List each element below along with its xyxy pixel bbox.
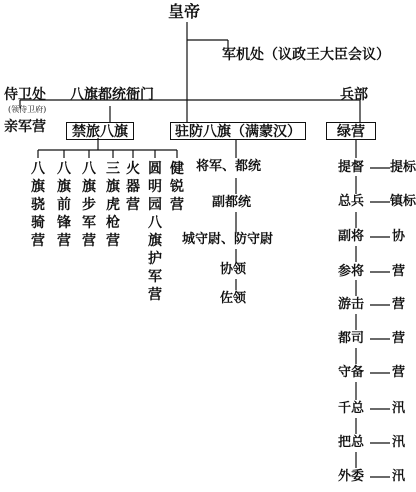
bingbu-node: 兵部 xyxy=(340,87,368,103)
lvying-unit-4: 营 xyxy=(392,264,406,279)
lvying-rank-4: 参将 xyxy=(338,264,365,279)
lvying-rank-1: 提督 xyxy=(338,160,365,175)
lvying-rank-10: 外委 xyxy=(338,469,365,484)
lvying-rank-8: 千总 xyxy=(338,401,365,416)
lvying-unit-7: 营 xyxy=(392,365,406,380)
shiwei-node: 侍卫处 xyxy=(4,87,46,103)
baqi-dutong-node: 八旗都统衙门 xyxy=(70,87,154,103)
lvying-unit-3: 协 xyxy=(392,229,406,244)
lvying-unit-2: 镇标 xyxy=(390,194,416,209)
zhufang-rank-1: 将军、都统 xyxy=(196,159,262,174)
zhufang-box: 驻防八旗（满蒙汉） xyxy=(170,122,306,140)
lvying-unit-9: 汛 xyxy=(392,435,406,450)
root-node: 皇帝 xyxy=(168,2,201,21)
lvying-box: 绿营 xyxy=(326,122,376,140)
lvying-rank-7: 守备 xyxy=(338,365,365,380)
lvying-rank-3: 副将 xyxy=(338,229,365,244)
lvying-unit-10: 汛 xyxy=(392,469,406,484)
zhufang-rank-2: 副都统 xyxy=(212,195,252,210)
junjichu-node: 军机处（议政王大臣会议） xyxy=(222,47,390,63)
jinlv-unit-1: 八旗骁骑营 xyxy=(31,161,45,249)
jinlv-unit-7: 健锐营 xyxy=(170,161,184,213)
lvying-unit-1: 提标 xyxy=(390,160,416,175)
jinlv-unit-3: 八旗步军营 xyxy=(82,161,96,249)
jinlv-unit-4: 三旗虎枪营 xyxy=(106,161,120,249)
lvying-unit-8: 汛 xyxy=(392,401,406,416)
lvying-unit-5: 营 xyxy=(392,297,406,312)
jinlv-unit-6: 圆明园八旗护军营 xyxy=(148,161,162,303)
jinlv-box: 禁旅八旗 xyxy=(66,122,134,140)
lvying-unit-6: 营 xyxy=(392,331,406,346)
qinjun-node: 亲军营 xyxy=(4,119,46,135)
jinlv-unit-2: 八旗前锋营 xyxy=(57,161,71,249)
lvying-rank-9: 把总 xyxy=(338,435,365,450)
jinlv-unit-5: 火器营 xyxy=(126,161,140,213)
zhufang-rank-3: 城守尉、防守尉 xyxy=(182,232,274,247)
zhufang-rank-4: 协领 xyxy=(220,262,247,277)
shiwei-note: (领侍卫府) xyxy=(8,105,47,114)
lvying-rank-6: 都司 xyxy=(338,331,365,346)
lvying-rank-5: 游击 xyxy=(338,297,365,312)
zhufang-rank-5: 佐领 xyxy=(220,291,247,306)
lvying-rank-2: 总兵 xyxy=(338,194,365,209)
